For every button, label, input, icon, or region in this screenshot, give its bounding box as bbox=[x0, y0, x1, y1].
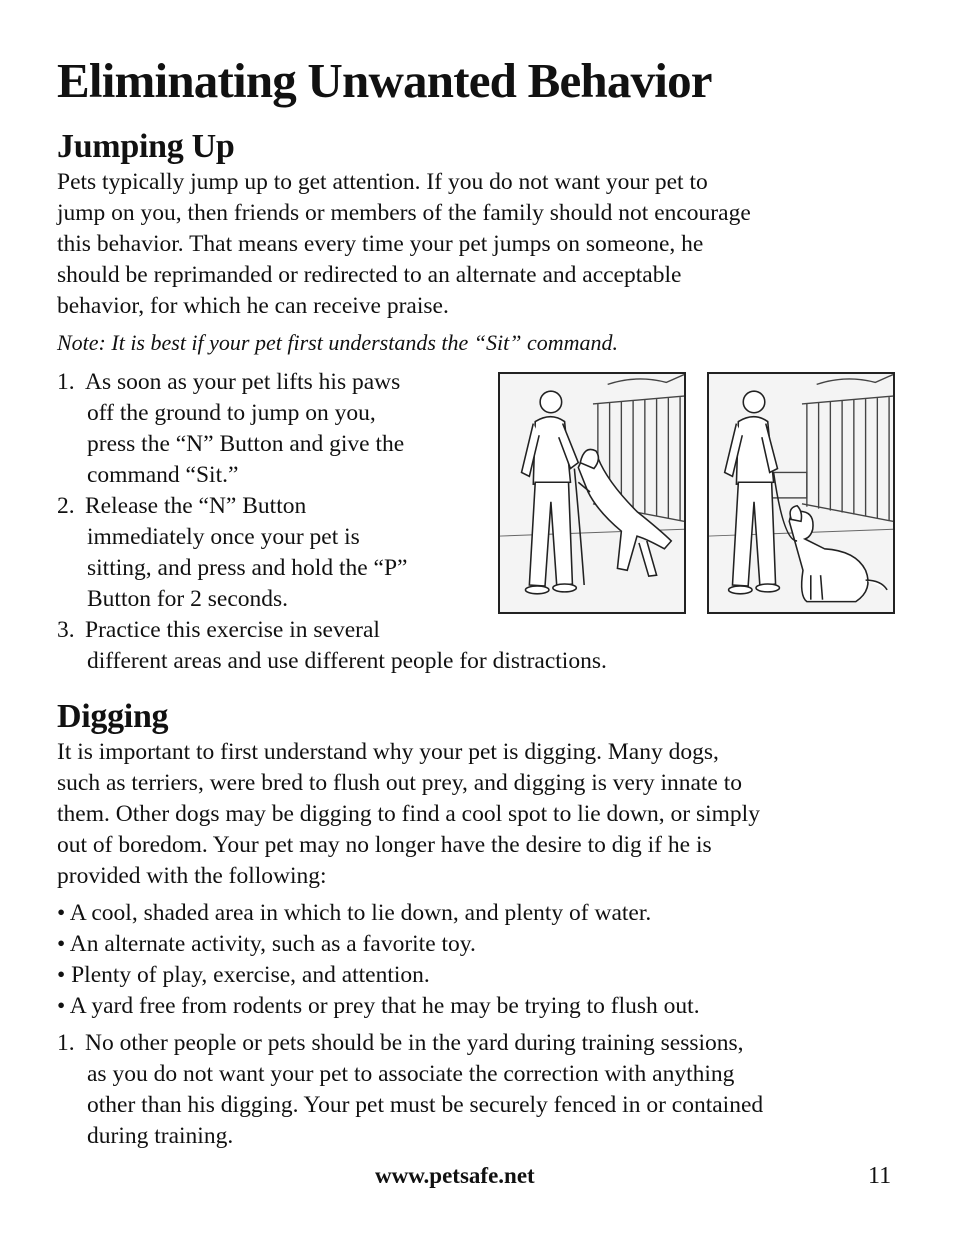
step-text: No other people or pets should be in the yard during training sessions, bbox=[85, 1030, 744, 1056]
sit-command-note: Note: It is best if your pet first understands the “Sit” command. bbox=[57, 330, 618, 355]
text-line: Pets typically jump up to get attention. If you do not want your pet to bbox=[57, 169, 708, 195]
step-text: Button for 2 seconds. bbox=[87, 586, 289, 612]
list-item bbox=[57, 615, 717, 677]
text-line: provided with the following: bbox=[57, 863, 327, 889]
text-line: this behavior. That means every time your pet jumps on someone, he bbox=[57, 231, 704, 257]
step-text: sitting, and press and hold the “P” bbox=[87, 555, 408, 581]
illustration-dog-sitting bbox=[707, 372, 895, 614]
section-heading-jumping: Jumping Up bbox=[57, 128, 235, 165]
digging-needs-list bbox=[57, 898, 700, 1022]
list-item: • A yard free from rodents or prey that he may be trying to flush out. bbox=[57, 993, 700, 1019]
step-text: press the “N” Button and give the bbox=[87, 431, 405, 457]
text-line: out of boredom. Your pet may no longer have the desire to dig if he is bbox=[57, 832, 712, 858]
step-number: 3. bbox=[57, 617, 75, 643]
footer-website-url: www.petsafe.net bbox=[375, 1163, 535, 1188]
dog-sitting-drawing bbox=[709, 374, 893, 612]
page-title: Eliminating Unwanted Behavior bbox=[57, 53, 712, 108]
digging-intro bbox=[57, 737, 760, 892]
step-text: As soon as your pet lifts his paws bbox=[85, 369, 401, 395]
step-text: off the ground to jump on you, bbox=[87, 400, 376, 426]
step-number: 1. bbox=[57, 369, 75, 395]
dog-jumping-drawing bbox=[500, 374, 684, 612]
text-line: such as terriers, were bred to flush out prey, and digging is very innate to bbox=[57, 770, 743, 796]
step-text: Release the “N” Button bbox=[85, 493, 307, 519]
text-line: It is important to first understand why your pet is digging. Many dogs, bbox=[57, 739, 719, 765]
list-item: • Plenty of play, exercise, and attention. bbox=[57, 962, 430, 988]
step-text: immediately once your pet is bbox=[87, 524, 360, 550]
section-heading-digging: Digging bbox=[57, 698, 169, 735]
step-text: during training. bbox=[87, 1123, 234, 1149]
illustration-dog-jumping bbox=[498, 372, 686, 614]
list-item bbox=[57, 1028, 897, 1152]
step-text: Practice this exercise in several bbox=[85, 617, 380, 643]
step-number: 1. bbox=[57, 1030, 75, 1056]
jumping-intro bbox=[57, 167, 751, 322]
step-text: command “Sit.” bbox=[87, 462, 239, 488]
text-line: jump on you, then friends or members of the family should not encourage bbox=[57, 200, 751, 226]
text-line: should be reprimanded or redirected to an alternate and acceptable bbox=[57, 262, 682, 288]
list-item: • An alternate activity, such as a favorite toy. bbox=[57, 931, 476, 957]
digging-steps bbox=[57, 1028, 897, 1152]
step-text: different areas and use different people for distractions. bbox=[87, 648, 607, 674]
list-item: • A cool, shaded area in which to lie down, and plenty of water. bbox=[57, 900, 652, 926]
step-text: as you do not want your pet to associate the correction with anything bbox=[87, 1061, 735, 1087]
text-line: behavior, for which he can receive praise. bbox=[57, 293, 449, 319]
step-text: other than his digging. Your pet must be securely fenced in or contained bbox=[87, 1092, 764, 1118]
page-number: 11 bbox=[868, 1163, 892, 1189]
step-number: 2. bbox=[57, 493, 75, 519]
text-line: them. Other dogs may be digging to find a cool spot to lie down, or simply bbox=[57, 801, 760, 827]
